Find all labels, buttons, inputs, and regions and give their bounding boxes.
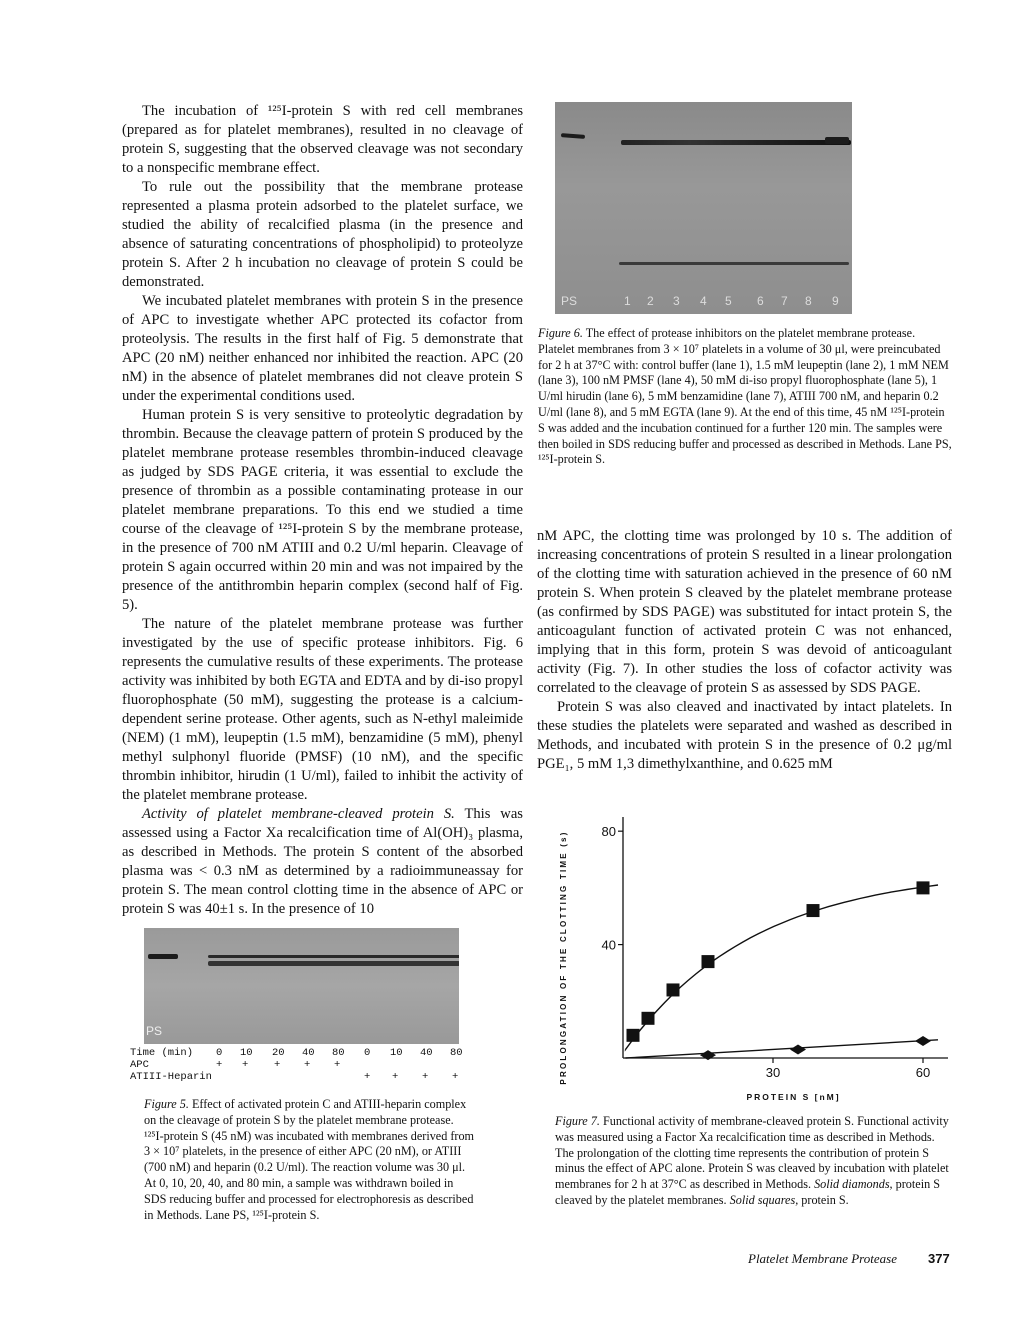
lane-label: 6 [757,294,764,308]
x-tick-label: 30 [765,1065,781,1080]
gel-band [208,961,459,966]
paragraph: We incubated platelet membranes with protein S in the presence of APC to investigate whether APC protected its cofactor from proteolysis. The results in the first half of Fig. 5 demonstrate that APC (20 nM) neither enhanced nor inhibited the reaction. APC (20 nM) in the absence of platelet membranes did not cleave protein S under the experimental conditions used. [122,293,523,404]
paragraph [122,805,523,919]
caption-text: protein S cleaved by the platelet membranes. [555,1177,941,1207]
square-point [807,904,820,917]
chart-axes [618,817,948,1063]
series-line-intact-protein-s [626,885,939,1050]
caption-text: The effect of protease inhibitors on the platelet membrane protease. Platelet membranes from 3 × 10⁷ platelets in a volume of 30 μl, were preincubated for 2 h at 37°C with: control buffer (lane 1), 1.5 mM leupeptin (lane 2), 1 mM NEM (lane 3), 100 nM PMSF (lane 4), 50 mM di-iso propyl fluorophosphate (lane 5), 1 U/ml hirudin (lane 6), 5 mM benzamidine (lane 7), ATIII 700 nM, and heparin 0.2 U/ml (lane 8), and 5 mM EGTA (lane 9). At the end of this time, 45 nM ¹²⁵I-protein S was added and the incubation continued for a further 120 min. The samples were then boiled in SDS reducing buffer and processed as described in Methods. Lane PS, ¹²⁵I-protein S. [538,326,952,467]
figure-5-gel-image [144,928,459,1044]
paragraph: To rule out the possibility that the membrane protease represented a plasma protein adsorbed to the platelet surface, we studied the ability of recalcified plasma (in the presence and absence of saturating concentrations of phospholipid) to proteolyze protein S. After 2 h incubation no cleavage of protein S could be demonstrated. [122,179,523,290]
section-heading: Activity of platelet membrane-cleaved protein S. [142,806,455,822]
apc-plus: + [216,1059,223,1071]
lane-label: 7 [781,294,788,308]
gel-band [825,137,849,144]
paragraph: Protein S was also cleaved and inactivated by intact platelets. In these studies the platelets were separated and washed as described in Methods, and incubated with protein S in the presence of 0.2 μg/ml PGE₁, 5 mM 1,3 dimethylxanthine, and 0.625 mM [537,699,952,772]
diamond-point [915,1036,931,1046]
apc-plus: + [334,1059,341,1071]
figure-5-condition-table [130,1048,470,1088]
figure-label: Figure 5. [144,1097,189,1111]
square-point [667,983,680,996]
caption-text: protein S. [798,1192,849,1207]
apc-plus: + [304,1059,311,1071]
time-value: 10 [390,1047,403,1059]
time-value: 10 [240,1047,253,1059]
series-line-cleaved-protein-s [626,1040,939,1058]
y-tick-label: 80 [601,824,616,840]
chart-text [559,824,930,1102]
lane-label: 4 [700,294,707,308]
figure-7-caption [555,1114,955,1209]
figure-6-caption [538,326,952,468]
left-column [122,102,523,919]
gel-band [148,954,178,959]
diamond-point [790,1044,806,1054]
time-value: 40 [420,1047,433,1059]
gel-band [621,140,851,145]
time-value: 40 [302,1047,315,1059]
row-label-heparin: ATIII-Heparin [130,1071,212,1083]
lane-label: PS [561,294,578,308]
legend-diamonds: Solid diamonds, [814,1177,893,1192]
lane-label: 8 [805,294,812,308]
square-point [917,881,930,894]
figure-label: Figure 6. [538,326,583,340]
running-title: Platelet Membrane Protease [748,1251,897,1266]
page-number: 377 [928,1251,950,1266]
heparin-plus: + [422,1071,429,1083]
apc-plus: + [242,1059,249,1071]
lane-label: 2 [647,294,654,308]
heparin-plus: + [364,1071,371,1083]
paragraph: The incubation of ¹²⁵I-protein S with red cell membranes (prepared as for platelet membranes), resulted in no cleavage of protein S, suggesting that the observed cleavage was not secondary to a nonspecific membrane effect. [122,103,523,176]
paragraph: The nature of the platelet membrane protease was further investigated by the use of specific protease inhibitors. Fig. 6 represents the cumulative results of these experiments. The protease activity was inhibited by both EGTA and EDTA and by di-iso propyl fluorophosphate (50 mM), suggesting the protease is a calcium-dependent serine protease. Other agents, such as N-ethyl maleimide (NEM) (1 mM), leupeptin (1.5 mM), benzamidine (5 mM), phenyl methyl sulphonyl fluoride (PMSF) (10 nM), and the specific thrombin inhibitor, hirudin (1 U/ml), failed to inhibit the activity of the platelet membrane protease. [122,616,523,803]
lane-label: 5 [725,294,732,308]
apc-plus: + [274,1059,281,1071]
square-point [627,1029,640,1042]
paragraph: nM APC, the clotting time was prolonged by 10 s. The addition of increasing concentrations of protein S resulted in a linear prolongation of the clotting time with saturation achieved in the presence of 60 nM protein S. When protein S cleaved by the platelet membrane protease (as confirmed by SDS PAGE) was substituted for intact protein S, the anticoagulant function of activated protein C was not enhanced, implying that in this form, protein S was devoid of anticoagulant activity (Fig. 7). In other studies the loss of cofactor activity was correlated to the cleavage of protein S as assessed by SDS PAGE. [537,528,952,696]
square-point [702,955,715,968]
gel-band [208,955,459,958]
y-tick-label: 40 [601,937,616,953]
time-value: 80 [332,1047,345,1059]
heparin-plus: + [392,1071,399,1083]
heparin-plus: + [452,1071,459,1083]
caption-text: Functional activity of membrane-cleaved protein S. Functional activity was measured using a Factor Xa recalcification time as described in Methods. The prolongation of the clotting time represents the contribution of protein S minus the effect of APC alone. Protein S was cleaved by incubation with platelet membranes for 2 h at 37°C as described in Methods. [555,1114,949,1192]
gel-band [561,133,585,139]
lane-label: 1 [624,294,631,308]
caption-text: Effect of activated protein C and ATIII-heparin complex on the cleavage of protein S by the platelet membrane protease. ¹²⁵I-protein S (45 nM) was incubated with membranes derived from 3 × 10⁷ platelets, in the presence of either APC (20 nM), or ATIII (700 nM) and heparin (0.2 U/ml). The reaction volume was 30 μl. At 0, 10, 20, 40, and 80 min, a sample was withdrawn boiled in SDS reducing buffer and processed for electrophoresis as described in Methods. Lane PS, ¹²⁵I-protein S. [144,1097,475,1222]
lane-label: 9 [832,294,839,308]
right-column [537,527,952,774]
row-label-apc: APC [130,1059,149,1071]
paragraph-body: This was assessed using a Factor Xa recalcification time of Al(OH)₃ plasma, as described in Methods. The protein S content of the absorbed plasma was < 0.3 nM as determined by a radioimmuneassay for protein S. The mean control clotting time in the absence of APC or protein S was 40±1 s. In the presence of 10 [122,806,523,917]
legend-squares: Solid squares, [729,1192,799,1207]
chart-lines [626,885,939,1058]
figure-6-gel-image [555,102,852,314]
x-tick-label: 60 [915,1065,931,1080]
time-value: 0 [364,1047,371,1059]
lane-label-ps: PS [146,1024,163,1038]
time-value: 20 [272,1047,285,1059]
chart-marks [627,881,932,1060]
time-value: 0 [216,1047,223,1059]
gel-band [619,262,849,265]
row-label-time: Time (min) [130,1047,194,1059]
figure-7-chart [548,812,958,1112]
lane-label: 3 [673,294,680,308]
x-axis-label: PROTEIN S [nM] [746,1092,841,1102]
square-point [642,1012,655,1025]
figure-6-lane-labels [555,294,852,312]
time-value: 80 [450,1047,463,1059]
figure-5-caption [144,1097,476,1223]
diamond-point [700,1050,716,1060]
paragraph: Human protein S is very sensitive to proteolytic degradation by thrombin. Because the cleavage pattern of protein S produced by the platelet membrane protease resembles thrombin-induced cleavage as judged by SDS PAGE criteria, it was essential to exclude the presence of thrombin as a possible contaminating protease in our platelet membrane preparations. To this end we studied a time course of the cleavage of ¹²⁵I-protein S by the membrane protease, in the presence of 700 nM ATIII and 0.2 U/ml heparin. Cleavage of protein S again occurred within 20 min and was not impaired by the presence of the antithrombin heparin complex (second half of Fig. 5). [122,407,523,613]
y-axis-label: PROLONGATION OF THE CLOTTING TIME (s) [559,830,568,1085]
figure-label: Figure 7. [555,1114,600,1128]
